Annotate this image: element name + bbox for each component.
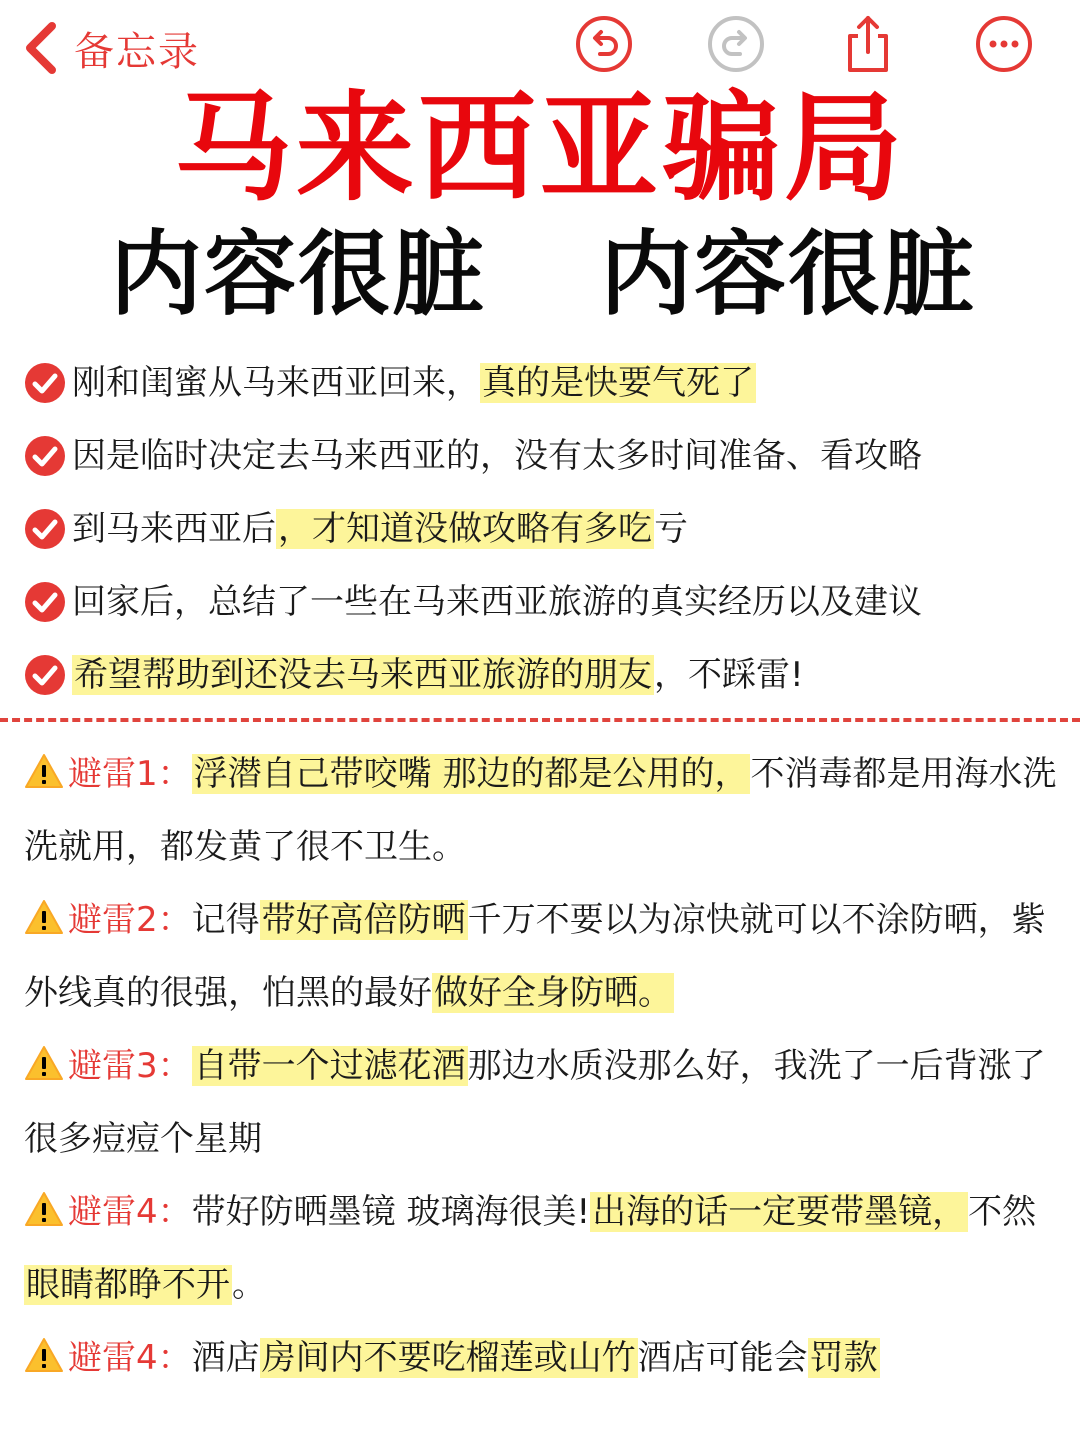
check-circle-icon <box>24 435 66 477</box>
list-item-text: 希望帮助到还没去马来西亚旅游的朋友，不踩雷! <box>74 654 804 695</box>
list-item-text: 因是临时决定去马来西亚的，没有太多时间准备、看攻略 <box>72 435 922 476</box>
intro-list <box>24 346 1064 711</box>
subtitle-row <box>0 220 1080 330</box>
check-circle-icon <box>24 654 66 696</box>
warning-icon <box>24 753 64 789</box>
share-button[interactable] <box>838 14 898 74</box>
tip-item: 避雷3：自带一个过滤花酒那边水质没那么好，我洗了一后背涨了很多痘痘个星期 <box>24 1046 1046 1159</box>
back-button[interactable] <box>20 18 200 78</box>
redo-button[interactable] <box>706 14 766 74</box>
subtitle-left: 内容很脏 <box>110 221 487 328</box>
tip-tag: 避雷3： <box>68 1046 192 1086</box>
list-item <box>24 492 1064 565</box>
check-circle-icon <box>24 362 66 404</box>
tip-tag: 避雷2： <box>68 900 192 940</box>
tip-item: 避雷1：浮潜自己带咬嘴 那边的都是公用的，不消毒都是用海水洗洗就用，都发黄了很不卫生。 <box>24 754 1057 867</box>
warning-icon <box>24 1045 64 1081</box>
list-item <box>24 346 1064 419</box>
tip-item: 避雷2：记得带好高倍防晒千万不要以为凉快就可以不涂防晒，紫外线真的很强，怕黑的最好做好全身防晒。 <box>24 900 1046 1013</box>
list-item-text: 回家后，总结了一些在马来西亚旅游的真实经历以及建议 <box>72 581 922 622</box>
warning-icon <box>24 1337 64 1373</box>
tip-item: 避雷4：带好防晒墨镜 玻璃海很美!出海的话一定要带墨镜，不然眼睛都睁不开。 <box>26 1192 1037 1305</box>
undo-icon <box>574 14 634 74</box>
list-item-text: 刚和闺蜜从马来西亚回来，真的是快要气死了 <box>72 362 754 403</box>
page-title: 马来西亚骗局 <box>173 79 906 217</box>
list-item <box>24 638 1064 711</box>
tip-tag: 避雷4： <box>68 1338 192 1378</box>
subtitle-right: 内容很脏 <box>600 221 977 328</box>
undo-button[interactable] <box>574 14 634 74</box>
warning-icon <box>24 1191 64 1227</box>
back-label: 备忘录 <box>74 28 200 75</box>
tips-list <box>24 738 1064 1395</box>
list-item <box>24 419 1064 492</box>
list-item-text: 到马来西亚后，才知道没做攻略有多吃亏 <box>72 508 688 549</box>
more-icon <box>974 14 1034 74</box>
dashed-divider <box>0 718 1080 722</box>
tip-tag: 避雷4： <box>68 1192 192 1232</box>
tip-tag: 避雷1： <box>68 754 192 794</box>
list-item <box>24 565 1064 638</box>
check-circle-icon <box>24 581 66 623</box>
share-icon <box>838 14 898 74</box>
chevron-left-icon <box>20 20 60 76</box>
more-button[interactable] <box>974 14 1034 74</box>
tip-item: 避雷4：酒店房间内不要吃榴莲或山竹酒店可能会罚款 <box>24 1322 1064 1395</box>
redo-icon <box>706 14 766 74</box>
warning-icon <box>24 899 64 935</box>
check-circle-icon <box>24 508 66 550</box>
